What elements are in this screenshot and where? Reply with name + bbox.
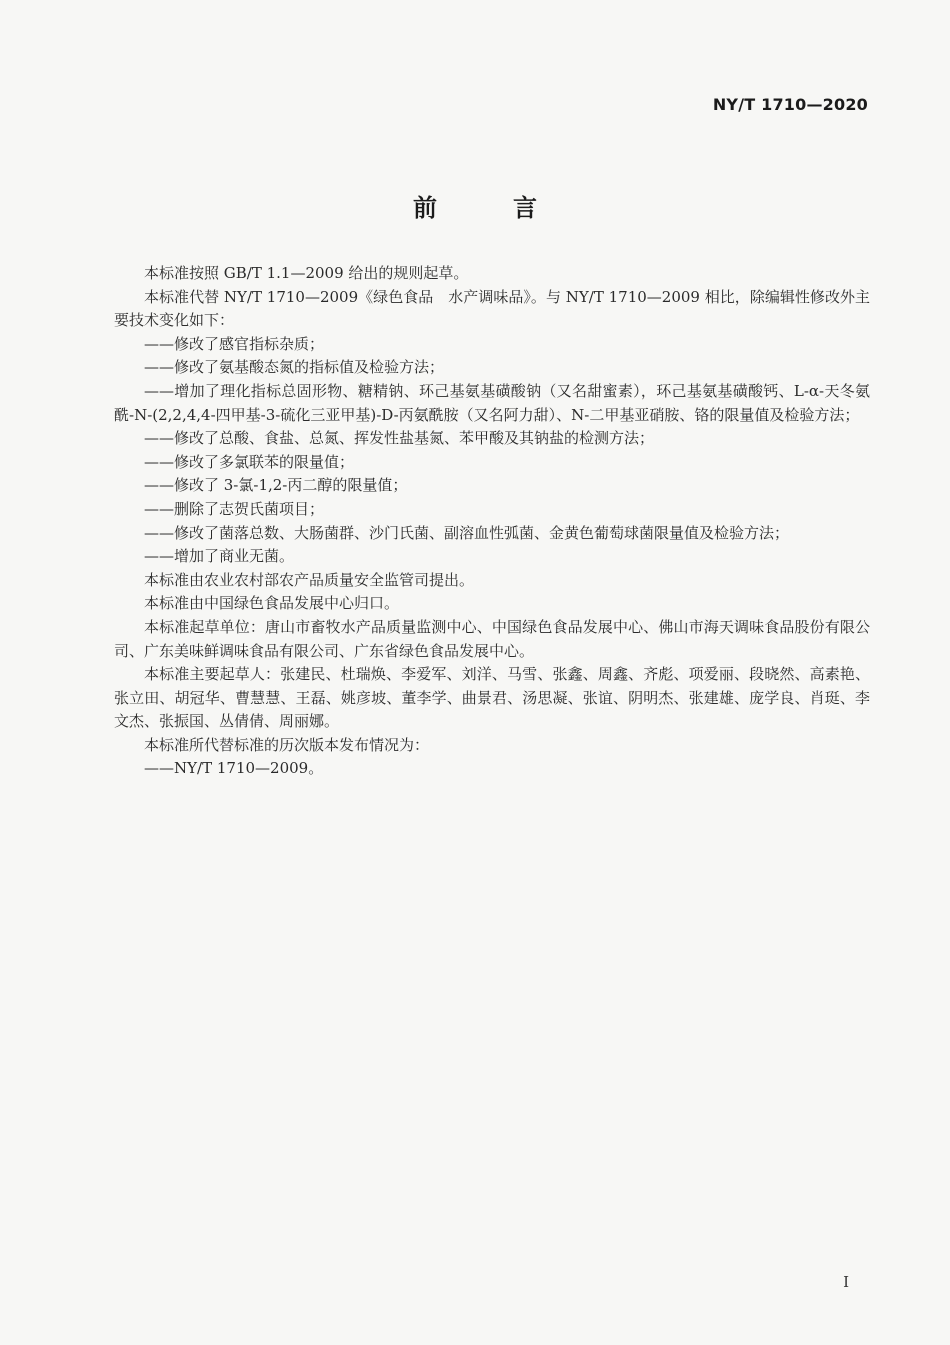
list-item: ——修改了感官指标杂质； — [144, 334, 325, 353]
list-item: ——增加了理化指标总固形物、糖精钠、环己基氨基磺酸钠（又名甜蜜素），环己基氨基磺酸钙、L-α-天冬氨酰-N-(2,2,4,4-四甲基-3-硫化三亚甲基)-D-丙氨酰胺（又名阿力甜）、N-二甲基亚硝胺、铬的限量值及检验方法； — [114, 381, 870, 424]
paragraph: 本标准代替 NY/T 1710—2009《绿色食品 水产调味品》。与 NY/T 1710—2009 相比，除编辑性修改外主要技术变化如下： — [114, 287, 870, 330]
paragraph: 本标准由中国绿色食品发展中心归口。 — [144, 594, 400, 613]
list-item: ——修改了 3-氯-1,2-丙二醇的限量值； — [144, 476, 408, 495]
paragraph: 本标准所代替标准的历次版本发布情况为： — [144, 735, 430, 754]
list-item: ——修改了总酸、食盐、总氮、挥发性盐基氮、苯甲酸及其钠盐的检测方法； — [144, 429, 655, 448]
body-text — [114, 262, 870, 781]
list-item: ——修改了菌落总数、大肠菌群、沙门氏菌、副溶血性弧菌、金黄色葡萄球菌限量值及检验方法； — [144, 523, 790, 542]
list-item: ——NY/T 1710—2009。 — [144, 759, 324, 778]
list-item: ——增加了商业无菌。 — [144, 547, 295, 566]
list-item: ——修改了多氯联苯的限量值； — [144, 452, 355, 471]
paragraph: 本标准起草单位：唐山市畜牧水产品质量监测中心、中国绿色食品发展中心、佛山市海天调味食品股份有限公司、广东美味鲜调味食品有限公司、广东省绿色食品发展中心。 — [114, 617, 870, 660]
page-number: I — [843, 1273, 849, 1291]
paragraph: 本标准由农业农村部农产品质量安全监管司提出。 — [144, 570, 475, 589]
page-title: 前 言 — [413, 194, 563, 222]
list-item: ——删除了志贺氏菌项目； — [144, 499, 325, 518]
standard-code: NY/T 1710—2020 — [712, 95, 868, 114]
paragraph: 本标准主要起草人：张建民、杜瑞焕、李爱军、刘洋、马雪、张鑫、周鑫、齐彪、项爱丽、段晓然、高素艳、张立田、胡冠华、曹慧慧、王磊、姚彦坡、董李学、曲景君、汤思凝、张谊、阴明杰、张建雄、庞学良、肖珽、李文杰、张振国、丛倩倩、周丽娜。 — [114, 665, 870, 731]
paragraph: 本标准按照 GB/T 1.1—2009 给出的规则起草。 — [144, 264, 469, 282]
list-item: ——修改了氨基酸态氮的指标值及检验方法； — [144, 358, 445, 377]
